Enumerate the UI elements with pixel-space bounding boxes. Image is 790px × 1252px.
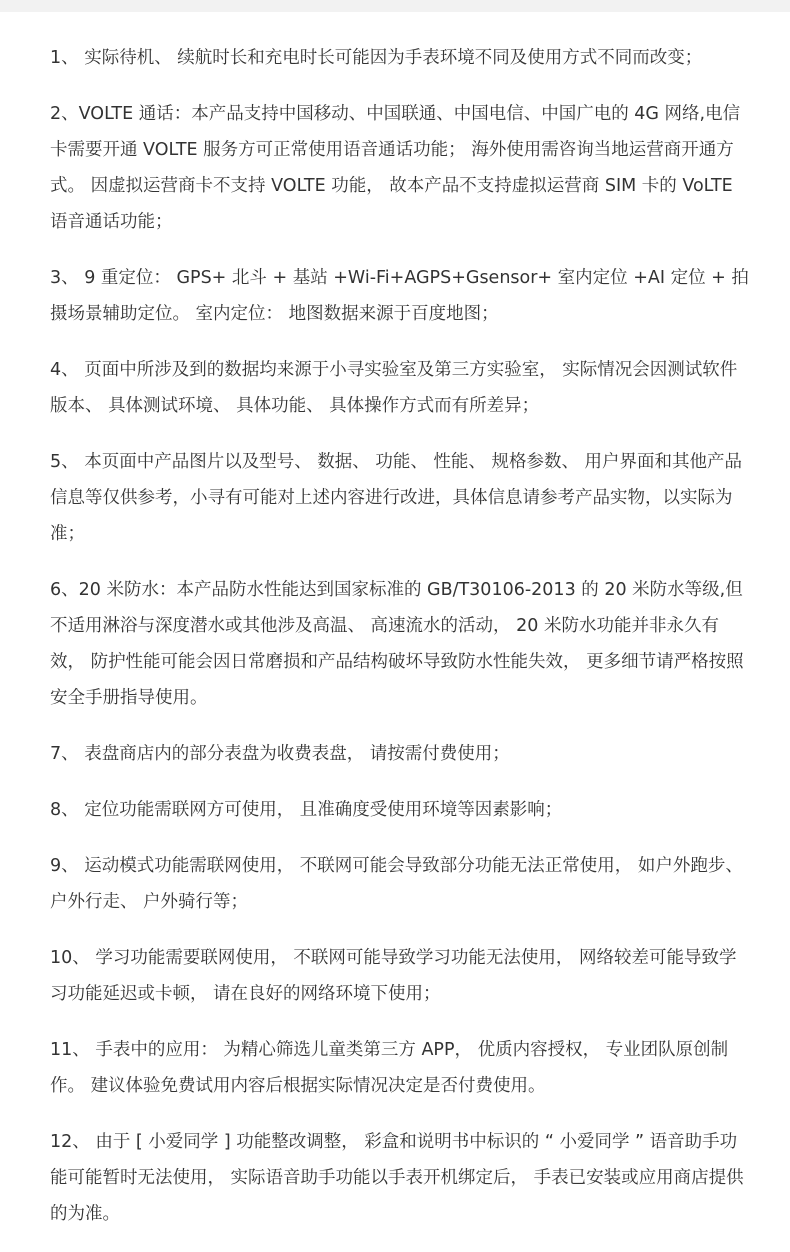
note-item-8: 8、 定位功能需联网方可使用， 且准确度受使用环境等因素影响； — [50, 800, 563, 820]
note-item-10: 10、 学习功能需要联网使用， 不联网可能导致学习功能无法使用， 网络较差可能导致学习功能延迟或卡顿， 请在良好的网络环境下使用； — [50, 948, 737, 1004]
note-item-11: 11、 手表中的应用： 为精心筛选儿童类第三方 APP， 优质内容授权， 专业团队原创制作。 建议体验免费试用内容后根据实际情况决定是否付费使用。 — [50, 1040, 729, 1096]
note-item-3: 3、 9 重定位： GPS+ 北斗 + 基站 +Wi-Fi+AGPS+Gsensor+ 室内定位 +AI 定位 + 拍摄场景辅助定位。 室内定位： 地图数据来源于百度地图； — [50, 268, 749, 324]
note-item-2: 2、VOLTE 通话：本产品支持中国移动、中国联通、中国电信、中国广电的 4G 网络,电信卡需要开通 VOLTE 服务方可正常使用语音通话功能； 海外使用需咨询当地运营商开通方式。 因虚拟运营商卡不支持 VOLTE 功能， 故本产品不支持虚拟运营商 SIM 卡的 VoLTE 语音通话功能； — [50, 104, 741, 232]
disclaimer-notes-list — [50, 40, 752, 1252]
top-divider-band — [0, 0, 790, 12]
note-item-1: 1、 实际待机、 续航时长和充电时长可能因为手表环境不同及使用方式不同而改变； — [50, 48, 703, 68]
note-item-7: 7、 表盘商店内的部分表盘为收费表盘， 请按需付费使用； — [50, 744, 510, 764]
note-item-4: 4、 页面中所涉及到的数据均来源于小寻实验室及第三方实验室， 实际情况会因测试软件版本、 具体测试环境、 具体功能、 具体操作方式而有所差异； — [50, 360, 738, 416]
note-item-6: 6、20 米防水：本产品防水性能达到国家标准的 GB/T30106-2013 的 20 米防水等级,但不适用淋浴与深度潜水或其他涉及高温、 高速流水的活动， 20 米防水功能并非永久有效， 防护性能可能会因日常磨损和产品结构破坏导致防水性能失效， 更多细节请严格按照安全手册指导使用。 — [50, 580, 744, 708]
note-item-12: 12、 由于 [ 小爱同学 ] 功能整改调整， 彩盒和说明书中标识的 “ 小爱同学 ” 语音助手功能可能暂时无法使用， 实际语音助手功能以手表开机绑定后， 手表已安装或应用商店提供的为准。 — [50, 1132, 744, 1224]
note-item-9: 9、 运动模式功能需联网使用， 不联网可能会导致部分功能无法正常使用， 如户外跑步、 户外行走、 户外骑行等； — [50, 856, 749, 912]
note-item-5: 5、 本页面中产品图片以及型号、 数据、 功能、 性能、 规格参数、 用户界面和其他产品信息等仅供参考，小寻有可能对上述内容进行改进，具体信息请参考产品实物，以实际为准； — [50, 452, 743, 544]
